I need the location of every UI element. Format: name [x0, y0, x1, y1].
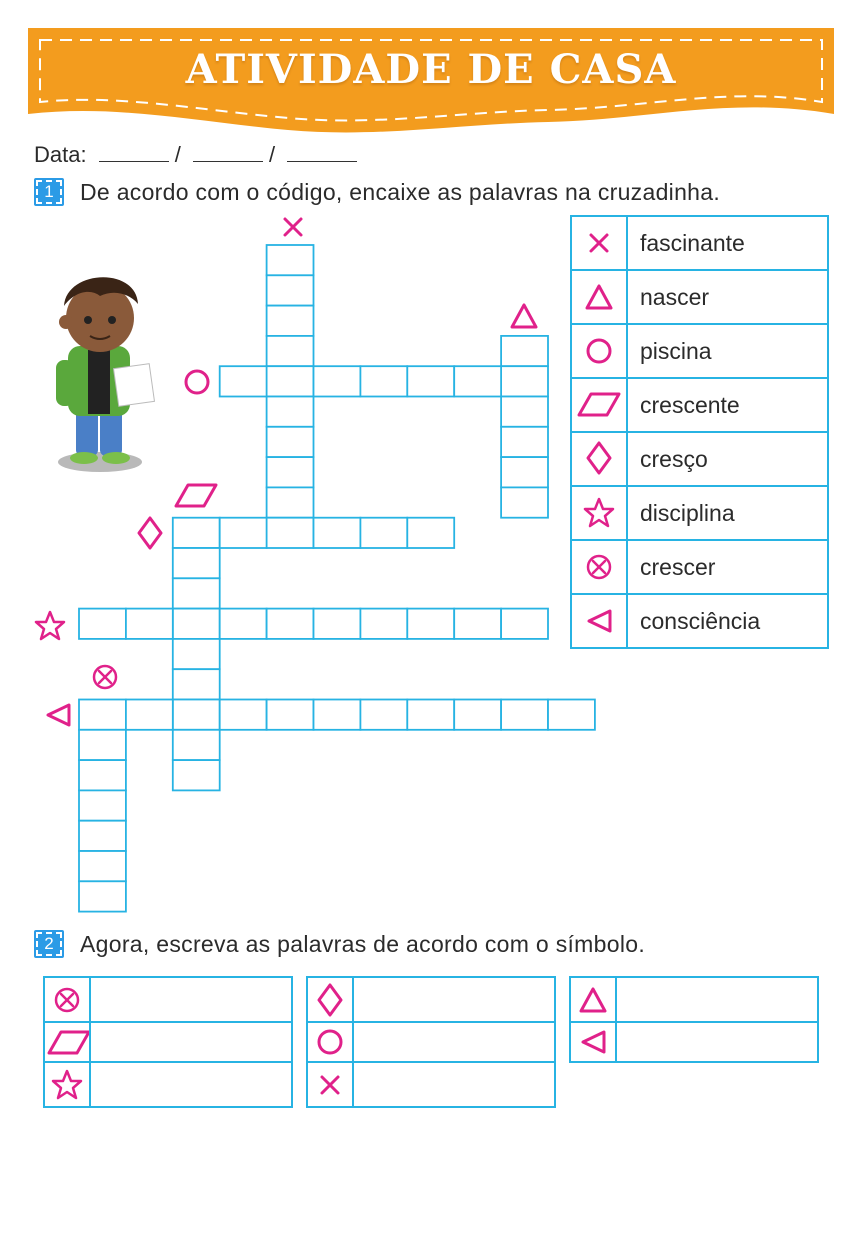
crossword-cell[interactable]: [173, 760, 220, 790]
crossword-cell[interactable]: [126, 700, 173, 730]
circle-icon: [316, 1028, 344, 1056]
answer-field[interactable]: [616, 1022, 818, 1062]
x-icon: [585, 229, 613, 257]
question-number-badge: 1: [34, 178, 64, 206]
crossword-cell[interactable]: [407, 700, 454, 730]
crossword-cell[interactable]: [220, 609, 267, 639]
date-separator: /: [268, 142, 276, 167]
crossword-cell[interactable]: [501, 700, 548, 730]
crossword-cell[interactable]: [173, 639, 220, 669]
answer-symbol: [307, 1022, 353, 1062]
star-icon: [583, 497, 615, 529]
crossword-cell[interactable]: [173, 548, 220, 578]
legend-symbol: [571, 324, 627, 378]
parallelogram-icon: [176, 485, 216, 506]
answer-field[interactable]: [616, 977, 818, 1022]
crossword-cell[interactable]: [360, 609, 407, 639]
legend-symbol: [571, 270, 627, 324]
left-triangle-icon: [48, 705, 69, 725]
answer-field[interactable]: [353, 977, 555, 1022]
crossword-cell[interactable]: [501, 427, 548, 457]
legend-word: cresço: [627, 432, 828, 486]
answer-field[interactable]: [353, 1062, 555, 1107]
legend-row: [571, 540, 828, 594]
crossword-cell[interactable]: [79, 881, 126, 911]
answer-field[interactable]: [90, 1022, 292, 1062]
circled-x-icon: [585, 553, 613, 581]
legend-word: consciência: [627, 594, 828, 648]
boy-illustration: [56, 277, 154, 472]
crossword-cell[interactable]: [548, 700, 595, 730]
left-triangle-icon: [585, 607, 613, 635]
answer-symbol: [570, 1022, 616, 1062]
legend-word: nascer: [627, 270, 828, 324]
legend-symbol: [571, 540, 627, 594]
legend-table: [570, 215, 829, 649]
diamond-icon: [139, 518, 161, 548]
crossword-cell[interactable]: [173, 578, 220, 608]
legend-row: [571, 324, 828, 378]
answer-symbol: [44, 1022, 90, 1062]
legend-symbol: [571, 594, 627, 648]
crossword-cell[interactable]: [314, 609, 361, 639]
crossword-cell[interactable]: [454, 366, 501, 396]
crossword-cell[interactable]: [173, 730, 220, 760]
crossword-cell[interactable]: [360, 700, 407, 730]
crossword-cell[interactable]: [79, 821, 126, 851]
triangle-icon: [579, 986, 607, 1014]
crossword-cell[interactable]: [314, 366, 361, 396]
parallelogram-icon: [45, 1029, 89, 1055]
answer-symbol: [44, 1062, 90, 1107]
crossword-cell[interactable]: [267, 427, 314, 457]
answer-symbol: [307, 1062, 353, 1107]
answer-symbol: [44, 977, 90, 1022]
question-number-badge: 2: [34, 930, 64, 958]
star-icon: [36, 612, 64, 639]
crossword-cell[interactable]: [267, 366, 314, 396]
circle-icon: [585, 337, 613, 365]
crossword-cell[interactable]: [220, 700, 267, 730]
crossword-cell[interactable]: [360, 366, 407, 396]
crossword-cell[interactable]: [126, 609, 173, 639]
crossword-cell[interactable]: [501, 397, 548, 427]
crossword-cell[interactable]: [79, 700, 126, 730]
crossword-cell[interactable]: [267, 397, 314, 427]
x-icon: [285, 219, 301, 235]
crossword-cell[interactable]: [79, 730, 126, 760]
date-separator: /: [174, 142, 181, 167]
parallelogram-icon: [575, 391, 623, 419]
page-title: ATIVIDADE DE CASA: [185, 46, 677, 93]
crossword-cell[interactable]: [267, 518, 314, 548]
legend-row: [571, 270, 828, 324]
crossword-cell[interactable]: [267, 336, 314, 366]
crossword-cell[interactable]: [454, 609, 501, 639]
crossword-cell[interactable]: [173, 700, 220, 730]
crossword-cell[interactable]: [267, 306, 314, 336]
answer-field[interactable]: [353, 1022, 555, 1062]
crossword-cell[interactable]: [267, 487, 314, 517]
answer-table: [569, 976, 819, 1063]
diamond-icon: [316, 983, 344, 1017]
question-text: Agora, escreva as palavras de acordo com o símbolo.: [80, 931, 646, 957]
crossword-cell[interactable]: [501, 336, 548, 366]
legend-word: crescer: [627, 540, 828, 594]
answer-symbol: [570, 977, 616, 1022]
date-label: Data:: [34, 142, 87, 167]
crossword-cell[interactable]: [454, 700, 501, 730]
legend-symbol: [571, 432, 627, 486]
crossword-cell[interactable]: [220, 366, 267, 396]
crossword-cell[interactable]: [501, 457, 548, 487]
x-icon: [316, 1071, 344, 1099]
legend-word: piscina: [627, 324, 828, 378]
crossword-cell[interactable]: [173, 609, 220, 639]
crossword-cell[interactable]: [501, 366, 548, 396]
legend-row: [571, 594, 828, 648]
answer-field[interactable]: [90, 1062, 292, 1107]
legend-row: [571, 432, 828, 486]
star-icon: [51, 1069, 83, 1101]
crossword-cell[interactable]: [220, 518, 267, 548]
legend-word: disciplina: [627, 486, 828, 540]
legend-word: crescente: [627, 378, 828, 432]
legend-row: [571, 216, 828, 270]
crossword-cell[interactable]: [173, 669, 220, 699]
question-text: De acordo com o código, encaixe as palavras na cruzadinha.: [80, 179, 721, 205]
crossword-cell[interactable]: [360, 518, 407, 548]
diamond-icon: [585, 441, 613, 477]
triangle-icon: [585, 283, 613, 311]
crossword-cell[interactable]: [501, 487, 548, 517]
legend-row: [571, 378, 828, 432]
crossword-cell[interactable]: [407, 518, 454, 548]
legend-word: fascinante: [627, 216, 828, 270]
crossword-cell[interactable]: [79, 609, 126, 639]
crossword-cell[interactable]: [267, 609, 314, 639]
circled-x-icon: [53, 986, 81, 1014]
crossword-cell[interactable]: [267, 245, 314, 275]
crossword-cell[interactable]: [407, 609, 454, 639]
left-triangle-icon: [579, 1028, 607, 1056]
legend-row: [571, 486, 828, 540]
circled-x-icon: [94, 666, 116, 688]
crossword-cell[interactable]: [79, 851, 126, 881]
crossword-cell[interactable]: [267, 457, 314, 487]
answer-table: [43, 976, 293, 1108]
legend-symbol: [571, 378, 627, 432]
triangle-icon: [512, 305, 536, 327]
crossword-cell[interactable]: [173, 518, 220, 548]
legend-symbol: [571, 216, 627, 270]
crossword-cell[interactable]: [314, 700, 361, 730]
crossword-cell[interactable]: [314, 518, 361, 548]
crossword-cell[interactable]: [267, 700, 314, 730]
answer-symbol: [307, 977, 353, 1022]
legend-symbol: [571, 486, 627, 540]
answer-table: [306, 976, 556, 1108]
crossword-cell[interactable]: [267, 275, 314, 305]
answer-field[interactable]: [90, 977, 292, 1022]
crossword-cell[interactable]: [407, 366, 454, 396]
crossword-cell[interactable]: [79, 760, 126, 790]
crossword-cell[interactable]: [79, 790, 126, 820]
circle-icon: [186, 371, 208, 393]
crossword-cell[interactable]: [501, 609, 548, 639]
